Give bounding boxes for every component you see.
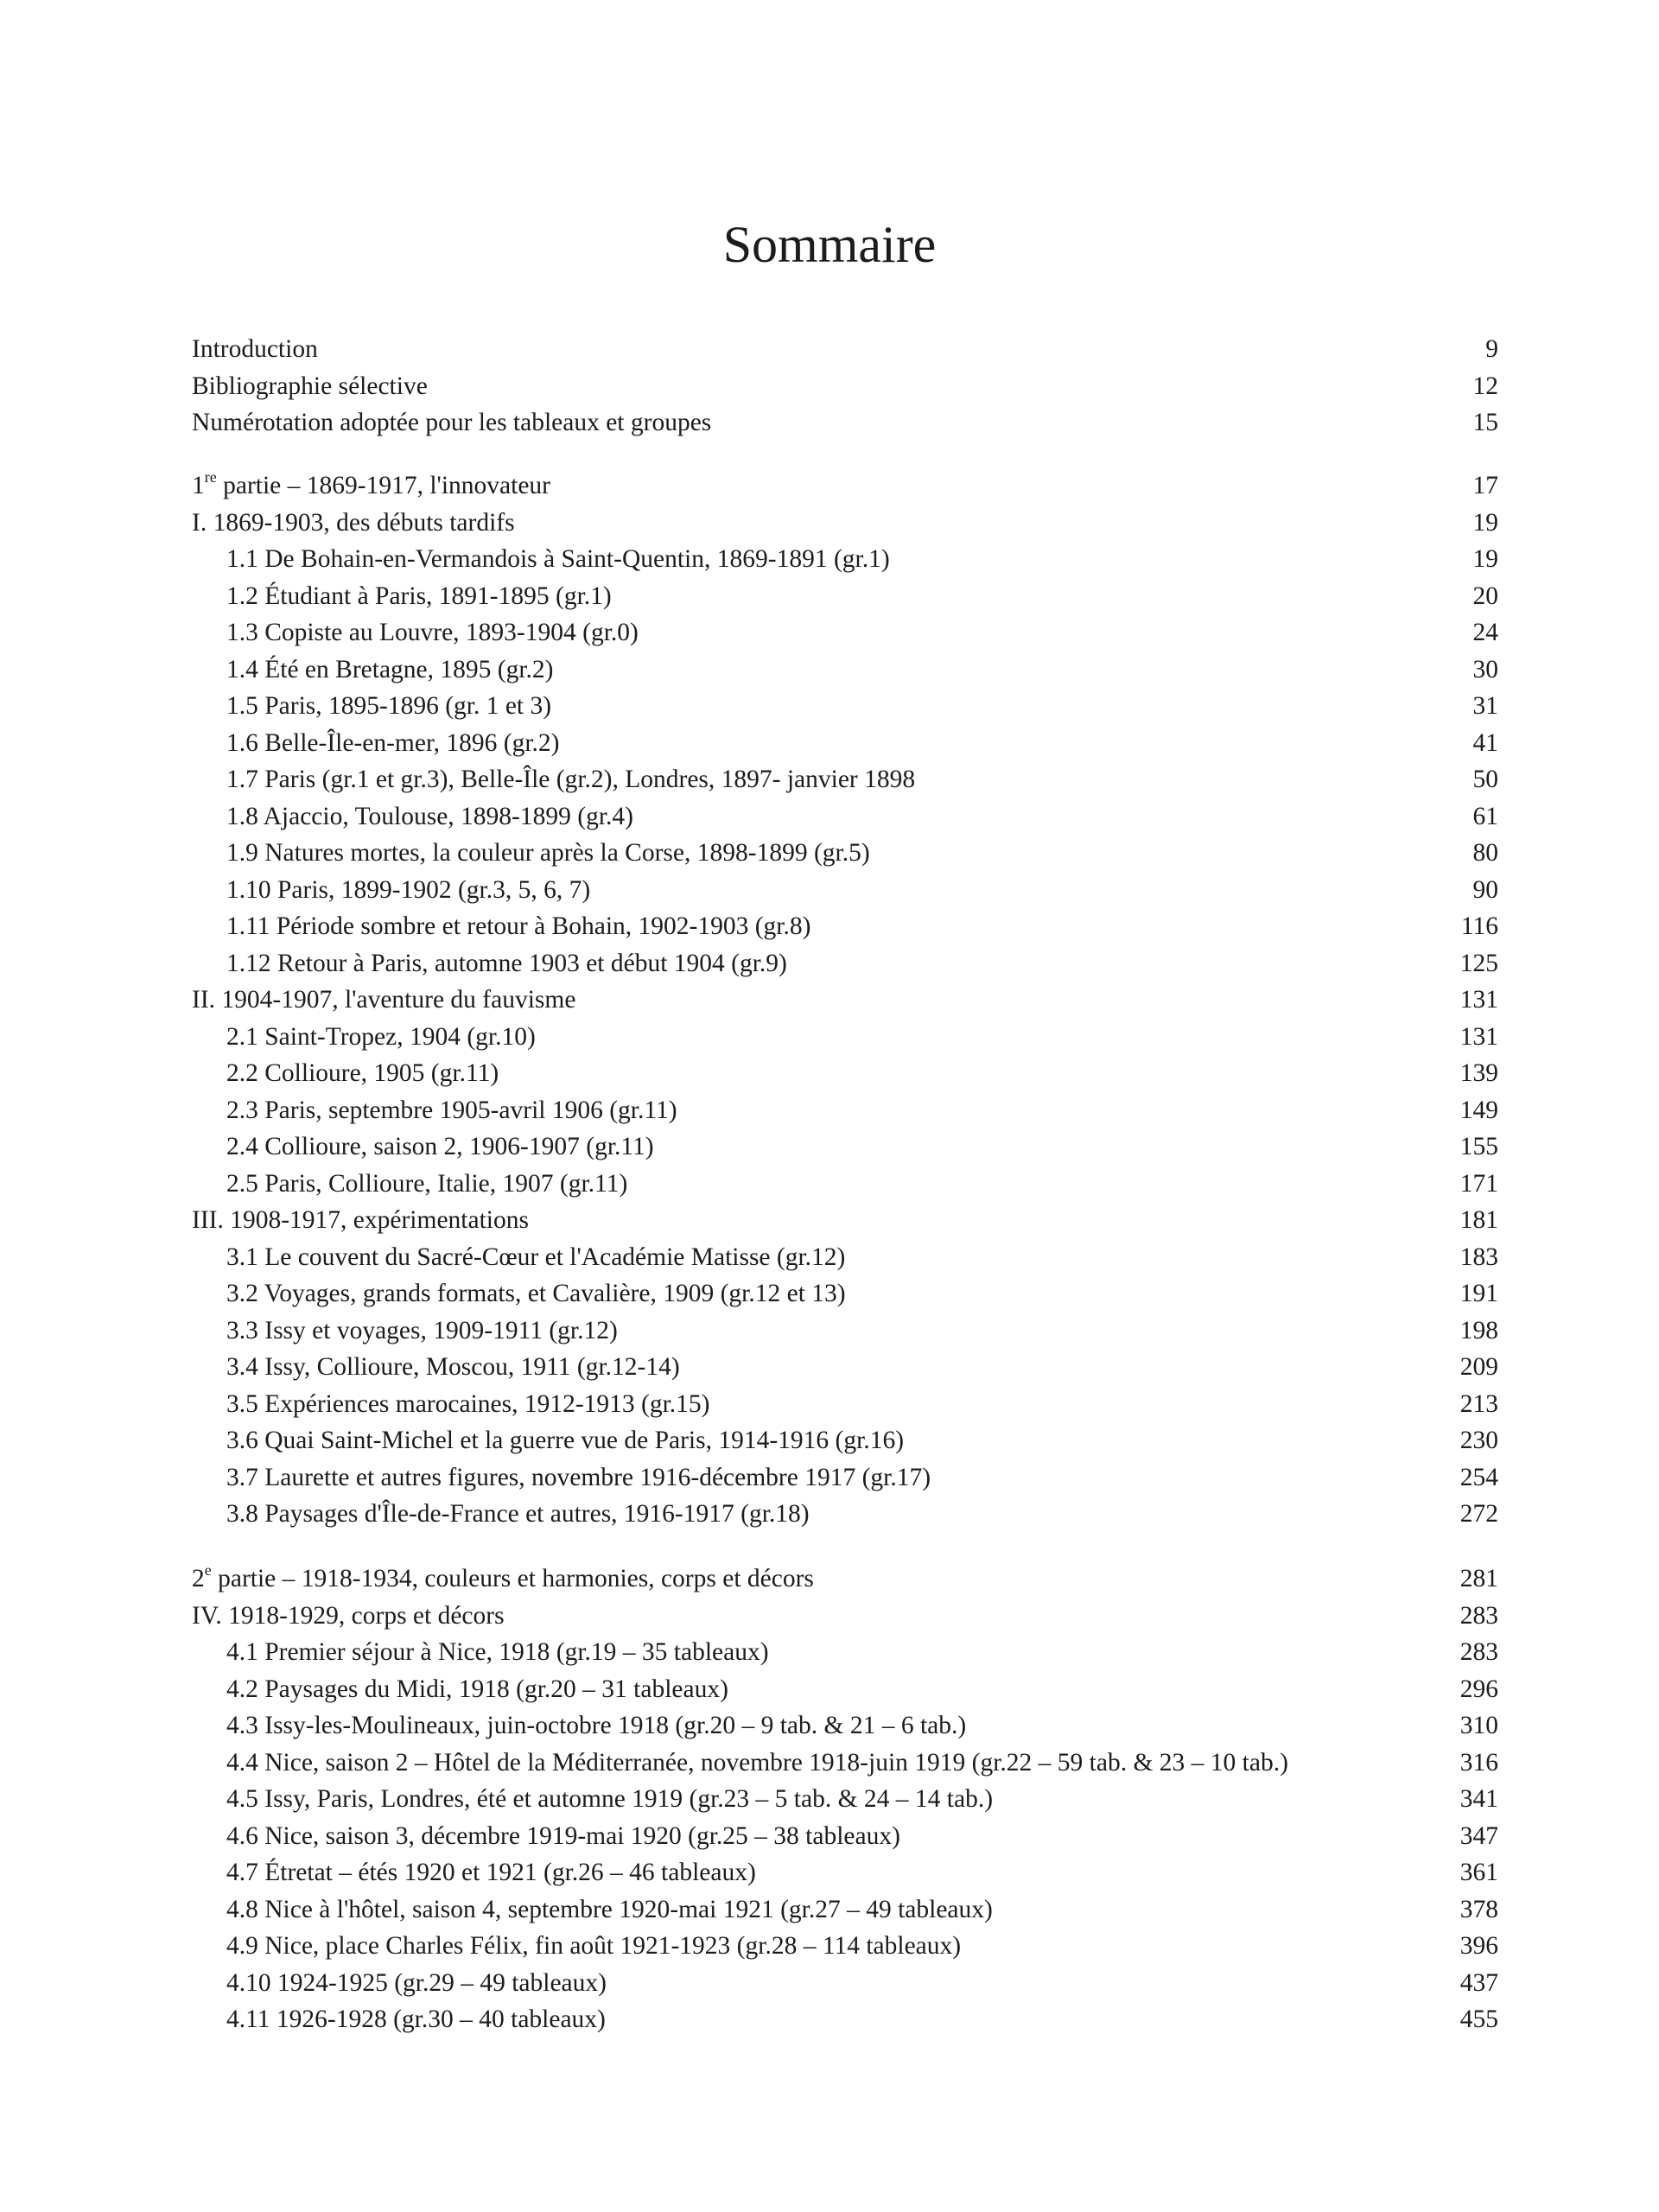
toc-entry-page: 171 (1459, 1169, 1498, 1198)
toc-entry-page: 30 (1472, 655, 1498, 683)
toc-entry-page: 131 (1459, 1022, 1498, 1051)
toc-entry (192, 798, 1498, 836)
toc-entry-label: 1.5 Paris, 1895-1896 (gr. 1 et 3) (226, 692, 552, 720)
toc-entry (192, 1239, 1498, 1276)
toc-entry-label: 4.1 Premier séjour à Nice, 1918 (gr.19 – 35 tableaux) (226, 1638, 769, 1666)
toc-front-matter (192, 331, 1498, 442)
toc-entry-label: Bibliographie sélective (192, 372, 428, 400)
toc-entry-page: 19 (1472, 508, 1498, 537)
toc-entry (192, 1928, 1498, 1965)
toc-entry-page: 347 (1459, 1821, 1498, 1850)
toc-entry-label: 4.4 Nice, saison 2 – Hôtel de la Méditerranée, novembre 1918-juin 1919 (gr.22 – 59 tab. & 23 – 10 tab.) (226, 1748, 1288, 1777)
toc-entry-label: 1.7 Paris (gr.1 et gr.3), Belle-Île (gr.2), Londres, 1897- janvier 1898 (226, 766, 916, 793)
toc-entry-page: 361 (1459, 1859, 1498, 1886)
toc-entry-page: 41 (1472, 728, 1498, 757)
toc-entry (192, 688, 1498, 725)
toc-entry-label: 2.5 Paris, Collioure, Italie, 1907 (gr.11) (226, 1169, 628, 1198)
toc-entry-label: 1.6 Belle-Île-en-mer, 1896 (gr.2) (226, 728, 560, 757)
toc-entry (192, 541, 1498, 578)
toc-entry-label: 1.10 Paris, 1899-1902 (gr.3, 5, 6, 7) (226, 875, 591, 904)
toc-entry-page: 80 (1472, 839, 1498, 867)
part-number: 2 (192, 1565, 205, 1592)
toc-entry-page: 378 (1459, 1895, 1498, 1923)
toc-entry-label: 2.3 Paris, septembre 1905-avril 1906 (gr.11) (226, 1096, 677, 1124)
toc-entry-label: I. 1869-1903, des débuts tardifs (192, 508, 515, 537)
toc-entry (192, 1349, 1498, 1386)
toc-entry-page: 283 (1459, 1601, 1498, 1630)
toc-entry (192, 1386, 1498, 1423)
toc-entry-page: 183 (1459, 1243, 1498, 1271)
toc-entry (192, 761, 1498, 798)
toc-entry-label: IV. 1918-1929, corps et décors (192, 1601, 505, 1630)
toc-entry-page: 131 (1459, 986, 1498, 1014)
toc-entry-label: 3.5 Expériences marocaines, 1912-1913 (gr.15) (226, 1389, 710, 1418)
toc-entry-label: 4.7 Étretat – étés 1920 et 1921 (gr.26 – 46 tableaux) (226, 1859, 756, 1886)
toc-entry (192, 1634, 1498, 1671)
toc-entry (192, 1275, 1498, 1313)
toc-entry-label: 1.8 Ajaccio, Toulouse, 1898-1899 (gr.4) (226, 802, 633, 830)
toc-entry-label: 1.1 De Bohain-en-Vermandois à Saint-Quentin, 1869-1891 (gr.1) (226, 545, 890, 573)
toc-entry-label: 4.6 Nice, saison 3, décembre 1919-mai 1920 (gr.25 – 38 tableaux) (226, 1821, 900, 1850)
toc-entry (192, 1818, 1498, 1855)
toc-entry-label: Introduction (192, 335, 318, 363)
toc-entry-page: 90 (1472, 875, 1498, 904)
toc-entry-page: 213 (1459, 1389, 1498, 1418)
toc-entry-label: III. 1908-1917, expérimentations (192, 1206, 529, 1234)
toc-entry-label: 1.11 Période sombre et retour à Bohain, 1902-1903 (gr.8) (226, 912, 811, 940)
toc-entry (192, 2001, 1498, 2038)
toc-entry (192, 1671, 1498, 1708)
toc-entry-label: 4.11 1926-1928 (gr.30 – 40 tableaux) (226, 2005, 606, 2033)
toc-entry-label: II. 1904-1907, l'aventure du fauvisme (192, 986, 576, 1014)
toc-entry (192, 908, 1498, 945)
toc-entry-label: 2.4 Collioure, saison 2, 1906-1907 (gr.11) (226, 1133, 654, 1160)
ordinal-suffix: e (204, 1561, 212, 1579)
toc-entry (192, 1055, 1498, 1092)
toc-entry (192, 1202, 1498, 1239)
toc-entry-label: 4.9 Nice, place Charles Félix, fin août 1921-1923 (gr.28 – 114 tableaux) (226, 1932, 962, 1960)
toc-entry-label: 1.3 Copiste au Louvre, 1893-1904 (gr.0) (226, 619, 639, 646)
toc-entry-label: 4.5 Issy, Paris, Londres, été et automne 1919 (gr.23 – 5 tab. & 24 – 14 tab.) (226, 1785, 994, 1813)
toc-part-2 (192, 1560, 1498, 2038)
toc-entry (192, 872, 1498, 909)
toc-entry (192, 368, 1498, 405)
toc-part-1 (192, 467, 1498, 1533)
toc-entry-page: 341 (1459, 1785, 1498, 1813)
toc-entry-page: 455 (1459, 2005, 1498, 2033)
toc-entry-page: 296 (1459, 1675, 1498, 1703)
toc-entry (192, 1707, 1498, 1745)
toc-entry-page: 396 (1459, 1932, 1498, 1960)
toc-entry-page: 20 (1472, 582, 1498, 610)
part-heading (192, 467, 1498, 505)
toc-entry-label: 1.2 Étudiant à Paris, 1891-1895 (gr.1) (226, 582, 612, 610)
toc-entry (192, 1496, 1498, 1533)
toc-entry-page: 310 (1459, 1712, 1498, 1739)
toc-entry-page: 9 (1485, 335, 1498, 363)
toc-entry (192, 1854, 1498, 1891)
toc-entry (192, 1781, 1498, 1818)
toc-entry-page: 149 (1459, 1096, 1498, 1124)
toc-entry-page: 50 (1472, 766, 1498, 793)
toc-entry-page: 181 (1459, 1206, 1498, 1234)
toc-entry (192, 614, 1498, 652)
toc-entry-page: 316 (1459, 1748, 1498, 1777)
part-heading-page: 281 (1459, 1565, 1498, 1592)
toc-entry (192, 1891, 1498, 1929)
toc-entry-label: 3.8 Paysages d'Île-de-France et autres, 1916-1917 (gr.18) (226, 1500, 810, 1528)
ordinal-suffix: re (204, 468, 217, 486)
toc-entry-page: 19 (1472, 545, 1498, 573)
toc-entry-page: 437 (1459, 1968, 1498, 1997)
toc-entry-page: 116 (1460, 912, 1498, 940)
toc-entry (192, 505, 1498, 542)
part-heading-label (192, 1560, 814, 1598)
toc-entry-page: 139 (1459, 1059, 1498, 1087)
toc-entry-label: 3.7 Laurette et autres figures, novembre 1916-décembre 1917 (gr.17) (226, 1463, 931, 1491)
toc-entry-label: 1.9 Natures mortes, la couleur après la Corse, 1898-1899 (gr.5) (226, 839, 870, 867)
toc-entry-label: 3.2 Voyages, grands formats, et Cavalière, 1909 (gr.12 et 13) (226, 1280, 846, 1307)
toc-entry (192, 982, 1498, 1019)
part-heading-page: 17 (1472, 472, 1498, 499)
part-title: partie – 1918-1934, couleurs et harmonies, corps et décors (211, 1565, 814, 1592)
toc-entry-page: 12 (1472, 372, 1498, 400)
toc-entry-label: 1.4 Été en Bretagne, 1895 (gr.2) (226, 655, 554, 683)
toc-entry (192, 1092, 1498, 1129)
toc-entry-label: Numérotation adoptée pour les tableaux et groupes (192, 409, 712, 436)
toc-entry-page: 283 (1459, 1638, 1498, 1666)
toc-entry (192, 404, 1498, 442)
toc-entry (192, 1745, 1498, 1782)
toc-entry-label: 4.8 Nice à l'hôtel, saison 4, septembre 1920-mai 1921 (gr.27 – 49 tableaux) (226, 1895, 993, 1923)
toc-entry-page: 230 (1459, 1427, 1498, 1454)
toc-entry (192, 1313, 1498, 1350)
toc-entry-label: 3.3 Issy et voyages, 1909-1911 (gr.12) (226, 1316, 618, 1344)
toc-entry (192, 1128, 1498, 1166)
toc-entry (192, 1019, 1498, 1056)
toc-entry-label: 3.4 Issy, Collioure, Moscou, 1911 (gr.12-14) (226, 1353, 680, 1381)
toc-entry-page: 155 (1459, 1133, 1498, 1160)
toc-entry-label: 3.6 Quai Saint-Michel et la guerre vue de Paris, 1914-1916 (gr.16) (226, 1427, 905, 1454)
part-number: 1 (192, 472, 205, 499)
toc-entry (192, 578, 1498, 615)
part-heading-label (192, 467, 550, 505)
toc-entry-page: 125 (1459, 949, 1498, 977)
toc-entry-label: 2.1 Saint-Tropez, 1904 (gr.10) (226, 1022, 536, 1051)
toc-entry-page: 191 (1459, 1280, 1498, 1307)
toc-entry-label: 2.2 Collioure, 1905 (gr.11) (226, 1059, 499, 1087)
toc-entry-label: 1.12 Retour à Paris, automne 1903 et début 1904 (gr.9) (226, 949, 787, 977)
toc-entry-label: 4.2 Paysages du Midi, 1918 (gr.20 – 31 tableaux) (226, 1675, 728, 1703)
toc-entry-page: 254 (1459, 1463, 1498, 1491)
toc-entry-page: 209 (1459, 1353, 1498, 1381)
toc-entry (192, 835, 1498, 872)
toc-entry-page: 15 (1472, 409, 1498, 436)
part-title: partie – 1869-1917, l'innovateur (216, 472, 550, 499)
toc-entry (192, 945, 1498, 982)
toc-entry-page: 272 (1459, 1500, 1498, 1528)
toc-entry (192, 1422, 1498, 1459)
toc-entry (192, 1965, 1498, 2002)
toc-entry-label: 4.3 Issy-les-Moulineaux, juin-octobre 1918 (gr.20 – 9 tab. & 21 – 6 tab.) (226, 1712, 967, 1739)
part-heading (192, 1560, 1498, 1598)
page-title: Sommaire (722, 216, 937, 273)
toc-entry (192, 652, 1498, 689)
toc-entry-page: 198 (1459, 1316, 1498, 1344)
toc-entry (192, 331, 1498, 368)
toc-entry-label: 4.10 1924-1925 (gr.29 – 49 tableaux) (226, 1968, 607, 1997)
toc-entry-page: 31 (1472, 692, 1498, 720)
toc-entry-page: 24 (1472, 619, 1498, 646)
toc-entry-label: 3.1 Le couvent du Sacré-Cœur et l'Académie Matisse (gr.12) (226, 1243, 846, 1271)
toc-entry (192, 1598, 1498, 1635)
toc-entry-page: 61 (1472, 802, 1498, 830)
toc-entry (192, 1459, 1498, 1497)
toc-entry (192, 725, 1498, 762)
toc-entry (192, 1166, 1498, 1203)
